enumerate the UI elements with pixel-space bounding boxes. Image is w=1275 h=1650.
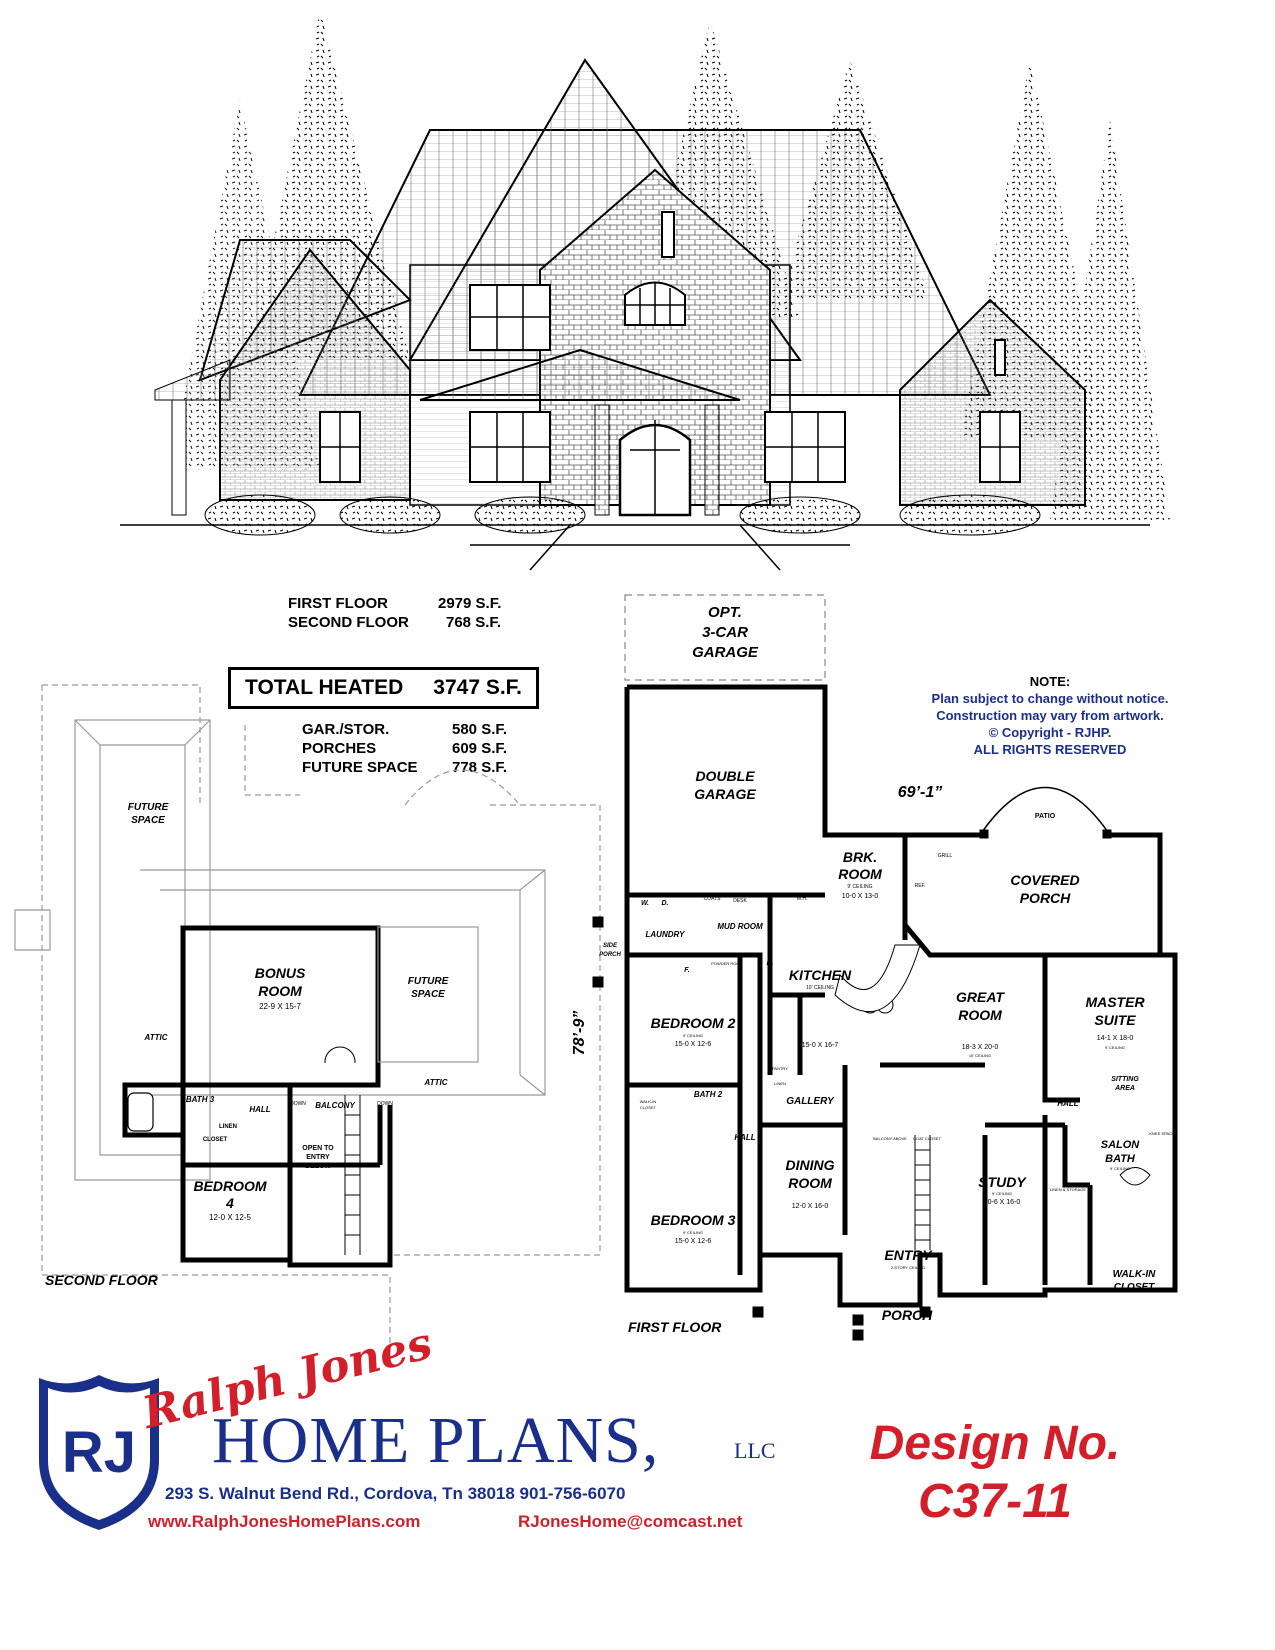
second-floor-label: SECOND FLOOR xyxy=(288,614,409,631)
sf-future-space-1: FUTURE xyxy=(127,802,169,813)
depth-dimension: 78’-9” xyxy=(571,1010,588,1056)
brk-room-ceiling: 9' CEILING xyxy=(847,884,873,890)
ref-label: REF. xyxy=(914,883,926,889)
kitchen-label: KITCHEN xyxy=(788,967,852,983)
opt-garage-2: 3-CAR xyxy=(702,624,748,641)
future-space-value: 778 S.F. xyxy=(452,759,508,776)
bedroom-2-ceiling: 9' CEILING xyxy=(682,1033,704,1038)
garage-storage-label: GAR./STOR. xyxy=(302,721,390,738)
note-heading: NOTE: xyxy=(1029,674,1071,689)
attic-label-2: ATTIC xyxy=(424,1078,448,1087)
second-floor-value: 768 S.F. xyxy=(446,614,502,631)
great-room-dim: 18-3 X 20-0 xyxy=(961,1044,999,1051)
bath-3-label: BATH 3 xyxy=(185,1095,215,1104)
salon-bath-ceiling: 9' CEILING xyxy=(1109,1166,1131,1171)
coat-closet-label: COAT CLOSET xyxy=(913,1136,941,1141)
open-to-entry-1: OPEN TO xyxy=(302,1145,334,1152)
master-suite-2: SUITE xyxy=(1094,1012,1136,1028)
sf-future-space-1b: SPACE xyxy=(131,815,165,826)
llc-label: LLC xyxy=(734,1438,776,1463)
double-garage-label-1: DOUBLE xyxy=(695,768,755,784)
sf-future-space-2: FUTURE xyxy=(407,976,449,987)
wh-label: W.H. xyxy=(796,896,808,902)
note-line-2: Construction may vary from artwork. xyxy=(936,708,1164,723)
total-heated-label: TOTAL HEATED xyxy=(245,676,404,699)
washer-label: W. xyxy=(640,900,650,907)
laundry-label: LAUNDRY xyxy=(645,930,685,939)
great-room-ceiling: 10' CEILING xyxy=(968,1053,992,1058)
freezer-label: F. xyxy=(684,967,690,974)
first-floor-title: FIRST FLOOR xyxy=(628,1319,722,1335)
salon-bath-2: BATH xyxy=(1105,1153,1135,1165)
website-link[interactable]: www.RalphJonesHomePlans.com xyxy=(148,1512,421,1531)
grill-label: GRILL xyxy=(937,853,953,859)
study-ceiling: 9' CEILING xyxy=(991,1191,1013,1196)
desk-label: DESK xyxy=(733,898,747,904)
bath-2-label: BATH 2 xyxy=(693,1090,723,1099)
bonus-room-label: BONUS xyxy=(254,965,306,981)
floor-area-summary xyxy=(288,594,501,632)
bedroom-3-label: BEDROOM 3 xyxy=(650,1212,736,1228)
walk-in-master-1: WALK-IN xyxy=(1112,1269,1156,1280)
linen-label: LINEN xyxy=(774,1081,786,1086)
balcony-above-label: BALCONY ABOVE xyxy=(873,1136,907,1141)
dining-room-dim: 12-0 X 16-0 xyxy=(791,1203,829,1210)
master-suite-1: MASTER xyxy=(1085,994,1145,1010)
side-porch-2: PORCH xyxy=(599,952,621,958)
opt-garage-1: OPT. xyxy=(708,604,742,621)
refrigerator-label: R. xyxy=(766,960,774,967)
email-link[interactable]: RJonesHome@comcast.net xyxy=(518,1512,743,1531)
pantry-label: PANTRY xyxy=(772,1066,788,1071)
walk-in-closet-1: WALK-IN xyxy=(639,1099,657,1104)
bedroom-4-dim: 12-0 X 12-5 xyxy=(209,1213,251,1222)
brk-room-1: BRK. xyxy=(842,849,878,865)
kitchen-dim: 15-0 X 16-7 xyxy=(801,1042,839,1049)
address-line: 293 S. Walnut Bend Rd., Cordova, Tn 38018 901-756-6070 xyxy=(165,1484,626,1503)
bonus-room-label-2: ROOM xyxy=(258,983,302,999)
attic-label-1: ATTIC xyxy=(144,1033,168,1042)
ff-hall-label: HALL xyxy=(734,1133,756,1142)
design-number-block xyxy=(835,1415,1155,1531)
sitting-area-1: SITTING xyxy=(1111,1076,1139,1083)
first-floor-value: 2979 S.F. xyxy=(438,595,502,612)
study-dim: 10-6 X 16-0 xyxy=(983,1199,1021,1206)
down-label-2: DOWN xyxy=(377,1101,393,1107)
master-suite-dim: 14-1 X 18-0 xyxy=(1096,1035,1134,1042)
bedroom-3-ceiling: 9' CEILING xyxy=(682,1230,704,1235)
ralph-jones-script: Ralph Jones xyxy=(137,1317,438,1439)
covered-porch-2: PORCH xyxy=(1019,890,1071,906)
second-floor-title: SECOND FLOOR xyxy=(45,1272,158,1288)
side-porch-1: SIDE xyxy=(602,943,618,949)
design-number: C37-11 xyxy=(918,1475,1072,1528)
first-floor-plan xyxy=(571,595,1250,1340)
down-label-1: DOWN xyxy=(290,1101,306,1107)
sitting-area-2: AREA xyxy=(1115,1085,1135,1092)
bedroom-2-label: BEDROOM 2 xyxy=(650,1015,736,1031)
great-room-1: GREAT xyxy=(956,989,1004,1005)
dining-room-2: ROOM xyxy=(788,1175,832,1191)
dryer-label: D. xyxy=(661,900,669,907)
coats-label: COATS xyxy=(703,896,721,902)
ff-hall-label-2: HALL xyxy=(1057,1099,1079,1108)
knee-space-label: KNEE SPACE xyxy=(1149,1131,1175,1136)
open-to-entry-2: ENTRY xyxy=(306,1154,330,1161)
walk-in-master-2: CLOSET xyxy=(1113,1282,1155,1293)
bedroom-2-dim: 15-0 X 12-6 xyxy=(674,1041,712,1048)
note-line-3: © Copyright - RJHP. xyxy=(988,725,1112,740)
design-label: Design No. xyxy=(869,1417,1121,1470)
gallery-label: GALLERY xyxy=(786,1096,834,1107)
rj-monogram: RJ xyxy=(61,1420,137,1485)
kitchen-ceiling: 10' CEILING xyxy=(806,985,834,991)
double-garage-label-2: GARAGE xyxy=(694,786,756,802)
brk-room-2: ROOM xyxy=(838,866,882,882)
porches-label: PORCHES xyxy=(302,740,377,757)
first-floor-label: FIRST FLOOR xyxy=(288,595,388,612)
mud-room-label: MUD ROOM xyxy=(717,922,763,931)
brk-room-dim: 10-0 X 13-0 xyxy=(841,893,879,900)
opt-garage-3: GARAGE xyxy=(692,644,758,661)
total-heated-value: 3747 S.F. xyxy=(433,676,523,699)
note-line-4: ALL RIGHTS RESERVED xyxy=(973,742,1127,757)
great-room-2: ROOM xyxy=(958,1007,1002,1023)
patio-label: PATIO xyxy=(1034,813,1056,820)
bedroom-3-dim: 15-0 X 12-6 xyxy=(674,1238,712,1245)
note-line-1: Plan subject to change without notice. xyxy=(931,691,1169,706)
linen-storage-label: LINEN & STORAGE xyxy=(1049,1187,1087,1192)
width-dimension: 69’-1” xyxy=(897,784,943,801)
master-suite-ceiling: 9' CEILING xyxy=(1104,1045,1126,1050)
sf-hall-label: HALL xyxy=(249,1105,271,1114)
salon-bath-1: SALON xyxy=(1100,1139,1140,1151)
walk-in-closet-2: CLOSET xyxy=(639,1105,657,1110)
porch-label: PORCH xyxy=(881,1307,933,1323)
sf-closet-label: CLOSET xyxy=(202,1137,228,1143)
second-floor-plan xyxy=(0,675,620,1375)
entry-ceiling: 2-STORY CEILING xyxy=(890,1265,926,1270)
balcony-label: BALCONY xyxy=(315,1101,355,1110)
sf-future-space-2b: SPACE xyxy=(411,989,445,1000)
dining-room-1: DINING xyxy=(785,1157,835,1173)
covered-porch-1: COVERED xyxy=(1010,872,1080,888)
bonus-room-dim: 22-9 X 15-7 xyxy=(259,1002,301,1011)
powder-room-label: POWDER ROOM xyxy=(711,961,743,966)
house-elevation-drawing xyxy=(110,0,1170,580)
entry-label: ENTRY xyxy=(884,1247,932,1263)
study-label: STUDY xyxy=(978,1174,1026,1190)
bedroom-4-label: BEDROOM xyxy=(193,1178,267,1194)
future-space-label: FUTURE SPACE xyxy=(302,759,418,776)
garage-storage-value: 580 S.F. xyxy=(452,721,508,738)
sf-linen-label: LINEN xyxy=(219,1124,237,1130)
open-to-entry-3: BELOW xyxy=(304,1163,332,1170)
home-plans-wordmark: HOME PLANS, xyxy=(212,1404,660,1477)
left-porch-column xyxy=(172,400,186,515)
porches-value: 609 S.F. xyxy=(452,740,508,757)
bedroom-4-num: 4 xyxy=(226,1195,234,1211)
